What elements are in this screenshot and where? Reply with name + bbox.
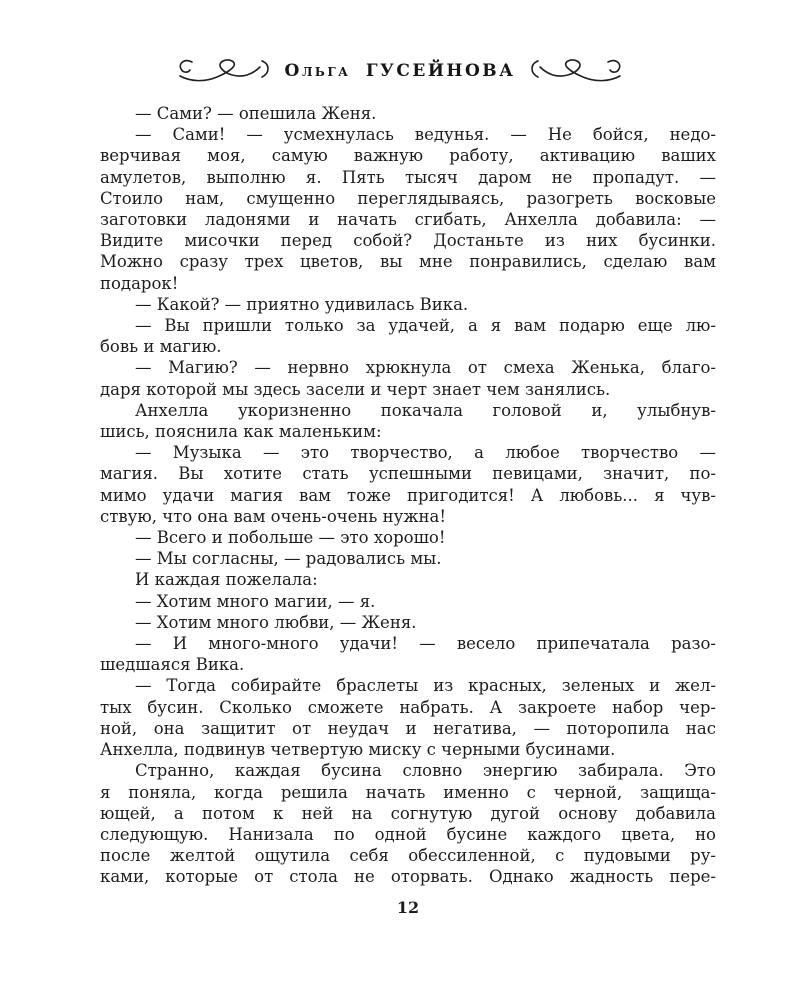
text-line: заготовки ладонями и начать сгибать, Анхелла добавила: — [100, 210, 716, 230]
text-line: Стоило нам, смущенно переглядываясь, разогреть восковые [100, 188, 716, 208]
text-line: — Сами! — усмехнулась ведунья. — Не бойся, недо- [135, 125, 716, 145]
text-line: — Хотим много любви, — Женя. [135, 612, 417, 632]
text-line: И каждая пожелала: [135, 570, 318, 590]
page-footer [100, 898, 716, 917]
text-line: Можно сразу трех цветов, вы мне понравились, сделаю вам [100, 252, 716, 272]
page-number: 12 [396, 898, 420, 917]
running-header [0, 56, 800, 86]
text-line: тых бусин. Сколько сможете набрать. А закроете набор чер- [100, 697, 716, 717]
text-line: — Мы согласны, — радовались мы. [135, 549, 442, 569]
text-line: магия. Вы хотите стать успешными певицами, значит, по- [100, 464, 716, 484]
text-line: — Сами? — опешила Женя. [135, 104, 377, 123]
text-line: — Музыка — это творчество, а любое творчество — [135, 443, 716, 463]
text-line: подарок! [100, 273, 179, 293]
text-line: ками, которые от стола не оторвать. Однако жадность пере- [100, 867, 716, 887]
text-line: даря которой мы здесь засели и черт знает чем занялись. [100, 379, 611, 399]
text-line: шедшаяся Вика. [100, 655, 245, 675]
text-line: — И много-много удачи! — весело припечатала разо- [135, 634, 716, 654]
text-line: следующую. Нанизала по одной бусине каждого цвета, но [100, 824, 716, 844]
text-line: амулетов, выполню я. Пять тысяч даром не пропадут. — [100, 167, 716, 187]
text-line: верчивая моя, самую важную работу, активацию ваших [100, 146, 716, 166]
text-line: Анхелла укоризненно покачала головой и, улыбнув- [135, 400, 716, 420]
text-line: я поняла, когда решила начать именно с черной, защища- [100, 782, 716, 802]
author-name: Ольга ГУСЕЙНОВА [284, 61, 516, 81]
body-text [100, 103, 716, 888]
text-line: — Вы пришли только за удачей, а я вам подарю еще лю- [135, 316, 716, 336]
text-line: Видите мисочки перед собой? Достаньте из них бусинки. [100, 231, 716, 251]
text-line: — Магию? — нервно хрюкнула от смеха Женька, благо- [135, 358, 716, 378]
text-line: мимо удачи магия вам тоже пригодится! А любовь... я чув- [100, 485, 716, 505]
text-line: после желтой ощутила себя обессиленной, с пудовыми ру- [100, 846, 716, 866]
text-line: шись, пояснила как маленьким: [100, 422, 382, 442]
text-line: — Какой? — приятно удивилась Вика. [135, 294, 469, 314]
text-line: ющей, а потом к ней на согнутую дугой основу добавила [100, 803, 716, 823]
text-line: Анхелла, подвинув четвертую миску с черными бусинами. [100, 740, 616, 760]
text-line: — Всего и побольше — это хорошо! [135, 528, 446, 548]
text-line: — Тогда собирайте браслеты из красных, зеленых и жел- [135, 676, 716, 696]
text-line: ствую, что она вам очень-очень нужна! [100, 506, 447, 526]
text-line: бовь и магию. [100, 337, 222, 357]
text-line: ной, она защитит от неудач и негатива, — поторопила нас [100, 718, 716, 738]
flourish-left-ornament [177, 56, 273, 86]
text-line: — Хотим много магии, — я. [135, 591, 376, 611]
flourish-right-ornament [527, 56, 623, 86]
text-line: Странно, каждая бусина словно энергию забирала. Это [135, 761, 716, 781]
